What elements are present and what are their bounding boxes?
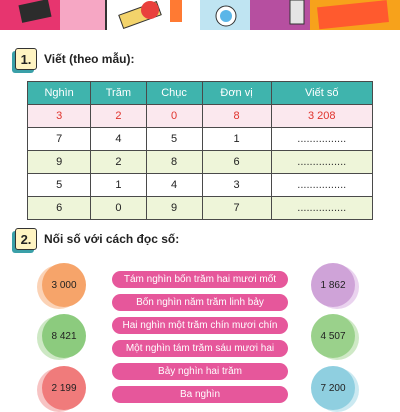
table-cell: 0 — [91, 197, 146, 220]
table-row — [28, 151, 373, 174]
number-reading-pill[interactable]: Một nghìn tám trăm sáu mươi hai — [112, 340, 288, 357]
table-cell: 2 — [91, 151, 146, 174]
number-reading-pill[interactable]: Ba nghìn — [112, 386, 288, 403]
number-reading-pill[interactable]: Bảy nghìn hai trăm — [112, 363, 288, 380]
table-cell: 3 — [28, 105, 91, 128]
table-row — [28, 197, 373, 220]
table-cell: 4 — [146, 174, 202, 197]
table-row — [28, 174, 373, 197]
number-circle[interactable]: 7 200 — [311, 366, 355, 410]
answer-blank[interactable]: ................ — [271, 128, 372, 151]
answer-blank[interactable]: ................ — [271, 174, 372, 197]
number-reading-pill[interactable]: Bốn nghìn năm trăm linh bảy — [112, 294, 288, 311]
table-cell: 5 — [28, 174, 91, 197]
column-header: Nghìn — [28, 82, 91, 105]
number-circle[interactable]: 4 507 — [311, 314, 355, 358]
table-header-row — [28, 82, 373, 105]
exercise-title: Viết (theo mẫu): — [44, 52, 135, 66]
number-reading-pill[interactable]: Tám nghìn bốn trăm hai mươi mốt — [112, 271, 288, 288]
column-header: Chục — [146, 82, 202, 105]
column-header: Đơn vị — [202, 82, 271, 105]
table-cell: 2 — [91, 105, 146, 128]
table-row — [28, 128, 373, 151]
table-cell: 7 — [28, 128, 91, 151]
header-illustration — [0, 0, 400, 30]
table-cell: 9 — [146, 197, 202, 220]
table-cell: 7 — [202, 197, 271, 220]
table-cell: 3 208 — [271, 105, 372, 128]
table-cell: 3 — [202, 174, 271, 197]
number-circle[interactable]: 1 862 — [311, 263, 355, 307]
number-reading-pill[interactable]: Hai nghìn một trăm chín mươi chín — [112, 317, 288, 334]
number-circle[interactable]: 8 421 — [42, 314, 86, 358]
exercise-title: Nối số với cách đọc số: — [44, 232, 180, 246]
table-cell: 9 — [28, 151, 91, 174]
table-cell: 0 — [146, 105, 202, 128]
answer-blank[interactable]: ................ — [271, 151, 372, 174]
table-cell: 1 — [91, 174, 146, 197]
banner-art — [0, 0, 400, 30]
table-cell: 6 — [28, 197, 91, 220]
table-cell: 5 — [146, 128, 202, 151]
place-value-table — [27, 81, 373, 220]
table-cell: 6 — [202, 151, 271, 174]
answer-blank[interactable]: ................ — [271, 197, 372, 220]
table-cell: 8 — [146, 151, 202, 174]
table-cell: 8 — [202, 105, 271, 128]
number-circle[interactable]: 2 199 — [42, 366, 86, 410]
number-circle[interactable]: 3 000 — [42, 263, 86, 307]
exercise-1-heading — [15, 48, 134, 70]
table-row — [28, 105, 373, 128]
table-cell: 1 — [202, 128, 271, 151]
exercise-number: 2. — [15, 228, 37, 250]
column-header: Viết số — [271, 82, 372, 105]
column-header: Trăm — [91, 82, 146, 105]
exercise-number: 1. — [15, 48, 37, 70]
exercise-2-heading — [15, 228, 179, 250]
table-cell: 4 — [91, 128, 146, 151]
